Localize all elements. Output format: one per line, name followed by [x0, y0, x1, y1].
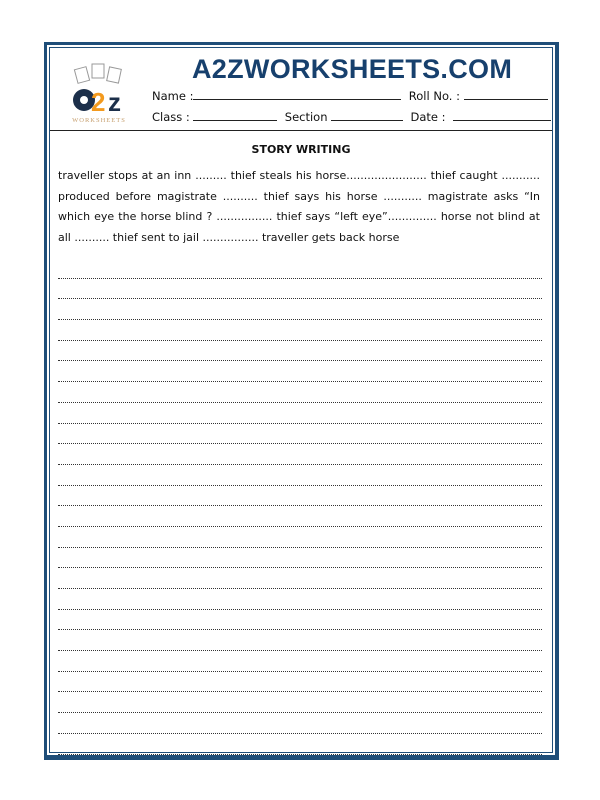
- writing-line[interactable]: [58, 672, 542, 693]
- writing-line[interactable]: [58, 630, 542, 651]
- date-label: Date :: [410, 110, 446, 124]
- writing-line[interactable]: [58, 506, 542, 527]
- date-field[interactable]: [453, 109, 551, 121]
- worksheet-header: [50, 48, 552, 131]
- writing-line[interactable]: [58, 403, 542, 424]
- writing-line[interactable]: [58, 258, 542, 279]
- writing-line[interactable]: [58, 568, 542, 589]
- writing-line[interactable]: [58, 320, 542, 341]
- svg-text:z: z: [108, 87, 121, 117]
- writing-line[interactable]: [58, 341, 542, 362]
- writing-area[interactable]: [58, 258, 542, 755]
- section-label: Section: [284, 110, 328, 124]
- writing-line[interactable]: [58, 486, 542, 507]
- page-border: [44, 42, 559, 760]
- writing-line[interactable]: [58, 548, 542, 569]
- writing-line[interactable]: [58, 361, 542, 382]
- writing-line[interactable]: [58, 610, 542, 631]
- writing-line[interactable]: [58, 527, 542, 548]
- writing-line[interactable]: [58, 382, 542, 403]
- story-outline: traveller stops at an inn ......... thief steals his horse....................... thief caught ........... produced before magistrate .......... thief says his horse ........... magistrate asks “In which eye the horse blind ? ................ thief says “left eye”.............. horse not blind at all .......... thief sent to jail ................ traveller gets back horse: [58, 169, 540, 244]
- roll-field[interactable]: [464, 88, 548, 100]
- writing-line[interactable]: [58, 734, 542, 755]
- name-label: Name :: [152, 89, 194, 103]
- worksheet: [49, 47, 553, 753]
- roll-label: Roll No. :: [408, 89, 460, 103]
- worksheet-title: STORY WRITING: [251, 143, 351, 156]
- svg-text:WORKSHEETS: WORKSHEETS: [72, 117, 126, 124]
- writing-line[interactable]: [58, 713, 542, 734]
- writing-line[interactable]: [58, 444, 542, 465]
- section-field[interactable]: [331, 109, 403, 121]
- writing-line[interactable]: [58, 651, 542, 672]
- writing-line[interactable]: [58, 465, 542, 486]
- name-field[interactable]: [193, 88, 401, 100]
- class-label: Class :: [152, 110, 190, 124]
- class-field[interactable]: [193, 109, 277, 121]
- writing-line[interactable]: [58, 424, 542, 445]
- writing-line[interactable]: [58, 692, 542, 713]
- writing-line[interactable]: [58, 299, 542, 320]
- class-row: [152, 109, 551, 124]
- svg-text:2: 2: [91, 87, 106, 117]
- site-title: A2ZWORKSHEETS.COM: [192, 54, 513, 84]
- a2z-logo: [58, 62, 140, 124]
- writing-line[interactable]: [58, 279, 542, 300]
- writing-line[interactable]: [58, 589, 542, 610]
- name-row: [152, 88, 548, 103]
